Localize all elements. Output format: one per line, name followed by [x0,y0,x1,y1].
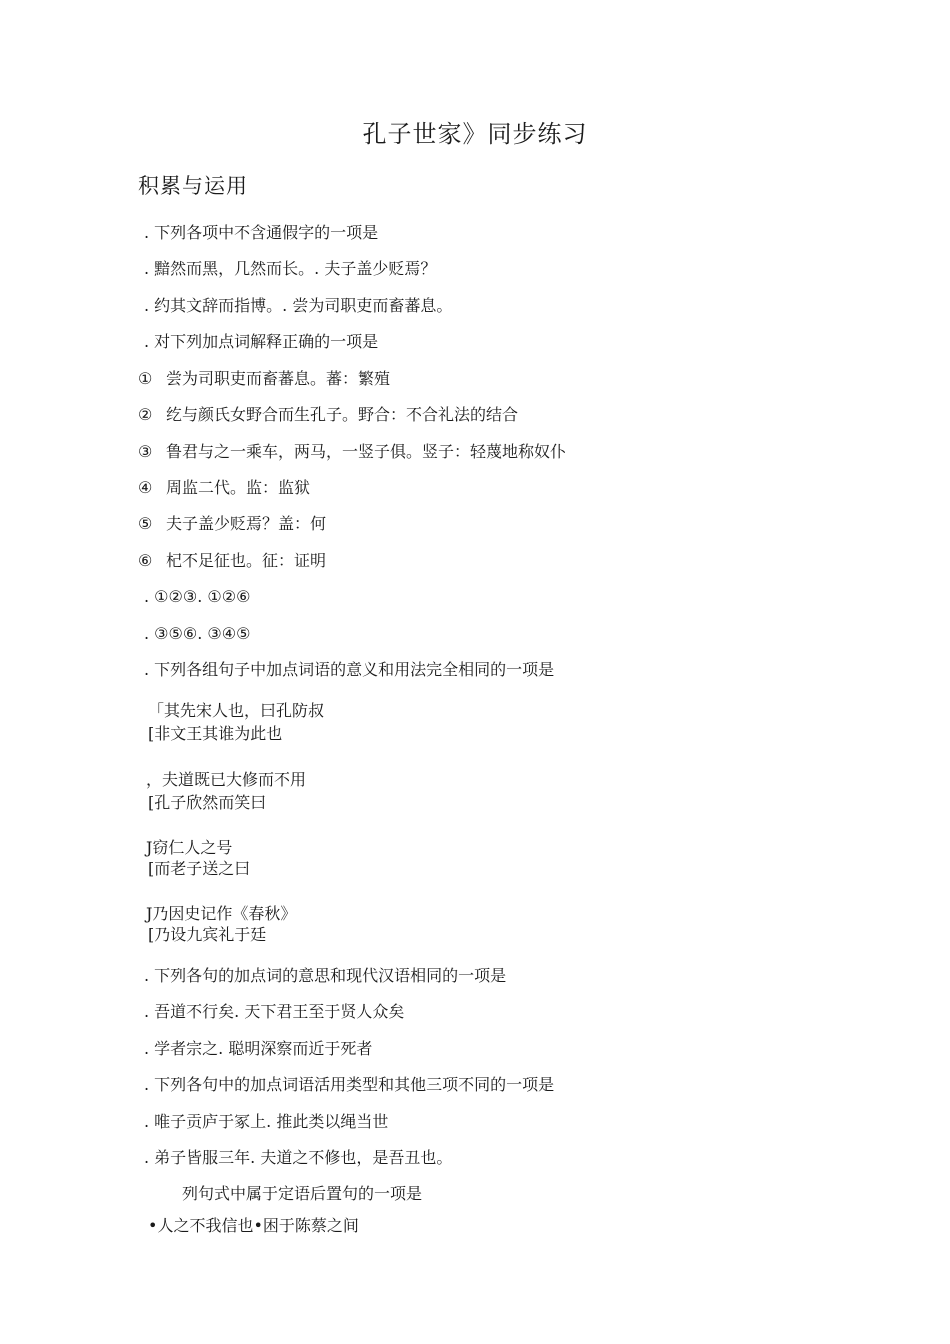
question-2-stem: . 对下列加点词解释正确的一项是 [144,332,379,351]
section-heading: 积累与运用 [138,174,248,198]
sentence-pair-3-b: [而老子送之曰 [148,859,251,878]
question-5-options-ab: . 唯子贡庐于冢上. 推此类以绳当世 [144,1112,389,1131]
item-text: 鲁君与之一乘车，两马，一竖子俱。竖子：轻蔑地称奴仆 [166,442,567,461]
item-text: 尝为司职吏而畜蕃息。蕃：繁殖 [166,369,391,388]
item-marker: ③ [138,442,153,461]
question-1-options-cd: . 约其文辞而指博。. 尝为司职吏而畜蕃息。 [144,296,453,315]
question-2-options-ab: . ①②③. ①②⑥ [144,587,251,606]
question-1-options-ab: . 黯然而黑，几然而长。. 夫子盖少贬焉？ [144,259,437,278]
question-5-stem: . 下列各句中的加点词语活用类型和其他三项不同的一项是 [144,1075,555,1094]
question-6-stem: 列句式中属于定语后置句的一项是 [182,1184,423,1203]
item-marker: ⑥ [138,551,153,570]
list-item [138,514,326,534]
question-4-options-cd: . 学者宗之. 聪明深察而近于死者 [144,1039,373,1058]
question-4-stem: . 下列各句的加点词的意思和现代汉语相同的一项是 [144,966,507,985]
sentence-pair-2-a: ，夫道既已大修而不用 [146,770,307,789]
list-item [138,551,326,571]
list-item [138,478,310,498]
list-item [138,405,518,425]
item-marker: ⑤ [138,514,153,533]
sentence-pair-3-a: J窃仁人之号 [146,838,233,857]
question-6-options-ab: •人之不我信也•困于陈蔡之间 [148,1216,359,1235]
item-marker: ① [138,369,153,388]
sentence-pair-1-a: 「其先宋人也，曰孔防叔 [148,701,325,720]
item-marker: ② [138,405,153,424]
question-5-options-cd: . 弟子皆服三年. 夫道之不修也，是吾丑也。 [144,1148,453,1167]
item-text: 杞不足征也。征：证明 [166,551,327,570]
item-text: 周监二代。监：监狱 [166,478,311,497]
sentence-pair-4-b: [乃设九宾礼于廷 [148,925,267,944]
sentence-pair-4-a: J乃因史记作《春秋》 [146,904,297,923]
question-2-options-cd: . ③⑤⑥. ③④⑤ [144,624,251,643]
question-4-options-ab: . 吾道不行矣. 天下君王至于贤人众矣 [144,1002,405,1021]
sentence-pair-2-b: [孔子欣然而笑曰 [148,793,267,812]
list-item [138,369,390,389]
item-text: 夫子盖少贬焉？盖：何 [166,514,327,533]
page-title: 孔子世家》同步练习 [362,120,588,148]
question-1-stem: . 下列各项中不含通假字的一项是 [144,223,379,242]
sentence-pair-1-b: [非文王其谁为此也 [148,724,283,743]
list-item [138,442,566,462]
item-marker: ④ [138,478,153,497]
item-text: 纥与颜氏女野合而生孔子。野合：不合礼法的结合 [166,405,519,424]
question-3-stem: . 下列各组句子中加点词语的意义和用法完全相同的一项是 [144,660,555,679]
